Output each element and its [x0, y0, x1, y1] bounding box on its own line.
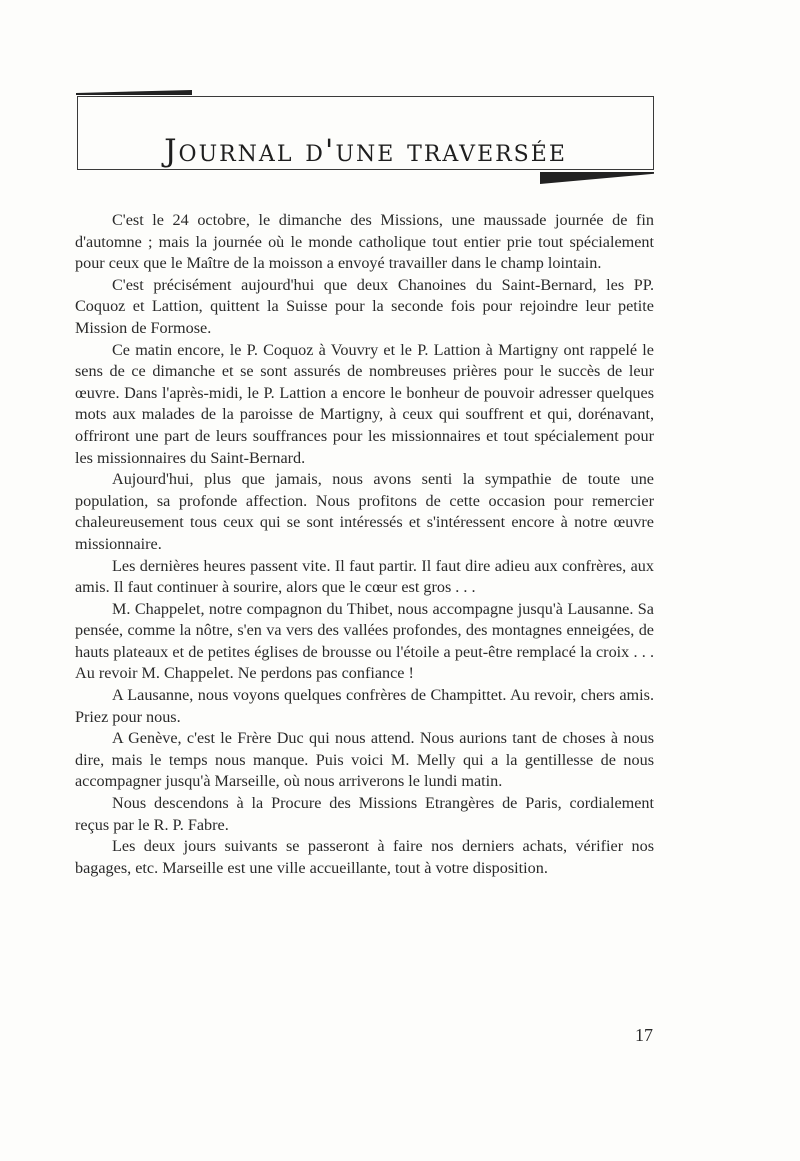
title-rule-bottom: [540, 172, 654, 184]
paragraph: Les dernières heures passent vite. Il faut partir. Il faut dire adieu aux confrères, aux amis. Il faut continuer à sourire, alors que le cœur est gros . . .: [75, 556, 654, 597]
paragraph: Ce matin encore, le P. Coquoz à Vouvry et le P. Lattion à Martigny ont rappelé le sens de ce dimanche et se sont assurés de nombreuses prières pour le succès de leur œuvre. Dans l'après-midi, le P. Lattion a encore le bonheur de pouvoir adresser quelques mots aux malades de la paroisse de Martigny, à ceux qui souffrent et qui, dorénavant, offriront une part de leurs souffrances pour les missionnaires et tout spécialement pour les missionnaires du Saint-Bernard.: [75, 340, 654, 467]
article-body: [75, 210, 654, 879]
title-rule-top: [76, 90, 192, 95]
paragraph: C'est le 24 octobre, le dimanche des Missions, une maussade journée de fin d'automne ; mais la journée où le monde catholique tout entier prie tout spécialement pour ceux que le Maître de la moisson a envoyé travailler dans le champ lointain.: [75, 211, 654, 273]
title-frame: [77, 96, 654, 170]
paragraph: A Genève, c'est le Frère Duc qui nous attend. Nous aurions tant de choses à nous dire, mais le temps nous manque. Puis voici M. Melly qui a la gentillesse de nous accompagner jusqu'à Marseille, où nous arriverons le lundi matin.: [75, 729, 654, 791]
paragraph: C'est précisément aujourd'hui que deux Chanoines du Saint-Bernard, les PP. Coquoz et Lattion, quittent la Suisse pour la seconde fois pour rejoindre leur petite Mission de Formose.: [75, 275, 654, 337]
paragraph: Aujourd'hui, plus que jamais, nous avons senti la sympathie de toute une population, sa profonde affection. Nous profitons de cette occasion pour remercier chaleureusement tous ceux qui se sont intéressés et s'intéressent encore à notre œuvre missionnaire.: [75, 470, 654, 553]
paragraph: Nous descendons à la Procure des Missions Etrangères de Paris, cordialement reçus par le R. P. Fabre.: [75, 794, 654, 834]
paragraph: M. Chappelet, notre compagnon du Thibet, nous accompagne jusqu'à Lausanne. Sa pensée, comme la nôtre, s'en va vers des vallées profondes, des montagnes enneigées, de hauts plateaux et de petites églises de brousse ou l'étoile a peut-être remplacé la croix . . . Au revoir M. Chappelet. Ne perdons pas confiance !: [75, 599, 654, 683]
page-number: 17: [635, 1025, 653, 1045]
article-title: Journal d'une traversée: [164, 132, 567, 169]
paragraph: Les deux jours suivants se passeront à faire nos derniers achats, vérifier nos bagages, etc. Marseille est une ville accueillante, tout à votre disposition.: [75, 837, 654, 877]
paragraph: A Lausanne, nous voyons quelques confrères de Champittet. Au revoir, chers amis. Priez pour nous.: [75, 686, 654, 726]
